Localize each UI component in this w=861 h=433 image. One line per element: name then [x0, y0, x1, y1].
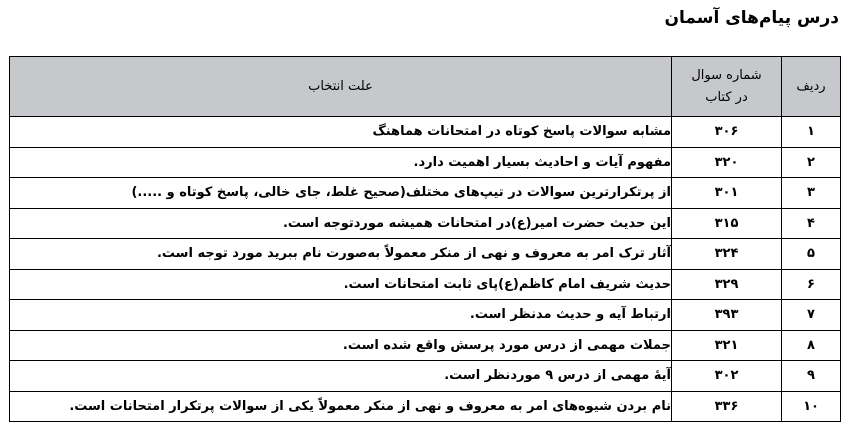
reason-cell: ارتباط آیه و حدیث مدنظر است.: [10, 300, 672, 331]
header-question-number: [672, 57, 782, 117]
question-number-cell: ۳۱۵: [672, 208, 782, 239]
header-question-line2: در کتاب: [705, 89, 748, 105]
row-number-cell: ۵: [782, 239, 841, 270]
table-row: [10, 361, 841, 392]
question-number-cell: ۳۰۱: [672, 178, 782, 209]
row-number-cell: ۱۰: [782, 391, 841, 422]
row-number-cell: ۸: [782, 330, 841, 361]
question-number-cell: ۳۰۲: [672, 361, 782, 392]
reason-cell: جملات مهمی از درس مورد پرسش واقع شده است.: [10, 330, 672, 361]
table-row: [10, 391, 841, 422]
question-number-cell: ۳۲۱: [672, 330, 782, 361]
reason-cell: آیهٔ مهمی از درس ۹ موردنظر است.: [10, 361, 672, 392]
reason-cell: حدیث شریف امام کاظم(ع)پای ثابت امتحانات است.: [10, 269, 672, 300]
table-header-row: [10, 57, 841, 117]
header-question-line1: شماره سوال: [691, 67, 762, 83]
row-number-cell: ۲: [782, 147, 841, 178]
table-row: [10, 208, 841, 239]
row-number-cell: ۹: [782, 361, 841, 392]
header-row-number: ردیف: [782, 57, 841, 117]
reason-cell: نام بردن شیوه‌های امر به معروف و نهی از منکر معمولاً یکی از سوالات پرتکرار امتحانات است.: [10, 391, 672, 422]
question-number-cell: ۳۲۴: [672, 239, 782, 270]
row-number-cell: ۱: [782, 117, 841, 148]
header-reason: علت انتخاب: [10, 57, 672, 117]
question-number-cell: ۳۳۶: [672, 391, 782, 422]
row-number-cell: ۳: [782, 178, 841, 209]
row-number-cell: ۷: [782, 300, 841, 331]
table-row: [10, 178, 841, 209]
question-number-cell: ۳۲۰: [672, 147, 782, 178]
table-row: [10, 147, 841, 178]
question-number-cell: ۳۲۹: [672, 269, 782, 300]
reason-cell: این حدیث حضرت امیر(ع)در امتحانات همیشه موردتوجه است.: [10, 208, 672, 239]
reason-cell: آثار ترک امر به معروف و نهی از منکر معمولاً به‌صورت نام ببرید مورد توجه است.: [10, 239, 672, 270]
table-row: [10, 269, 841, 300]
document-title: درس پیام‌های آسمان: [664, 8, 839, 28]
reason-cell: از پرتکرارترین سوالات در تیپ‌های مختلف(صحیح غلط، جای خالی، پاسخ کوتاه و .....): [10, 178, 672, 209]
table-row: [10, 300, 841, 331]
reason-cell: مفهوم آیات و احادیث بسیار اهمیت دارد.: [10, 147, 672, 178]
table-row: [10, 239, 841, 270]
selection-table: [9, 56, 841, 422]
reason-cell: مشابه سوالات پاسخ کوتاه در امتحانات هماهنگ: [10, 117, 672, 148]
table-row: [10, 117, 841, 148]
table-row: [10, 330, 841, 361]
question-number-cell: ۳۰۶: [672, 117, 782, 148]
question-number-cell: ۳۹۳: [672, 300, 782, 331]
row-number-cell: ۶: [782, 269, 841, 300]
row-number-cell: ۴: [782, 208, 841, 239]
